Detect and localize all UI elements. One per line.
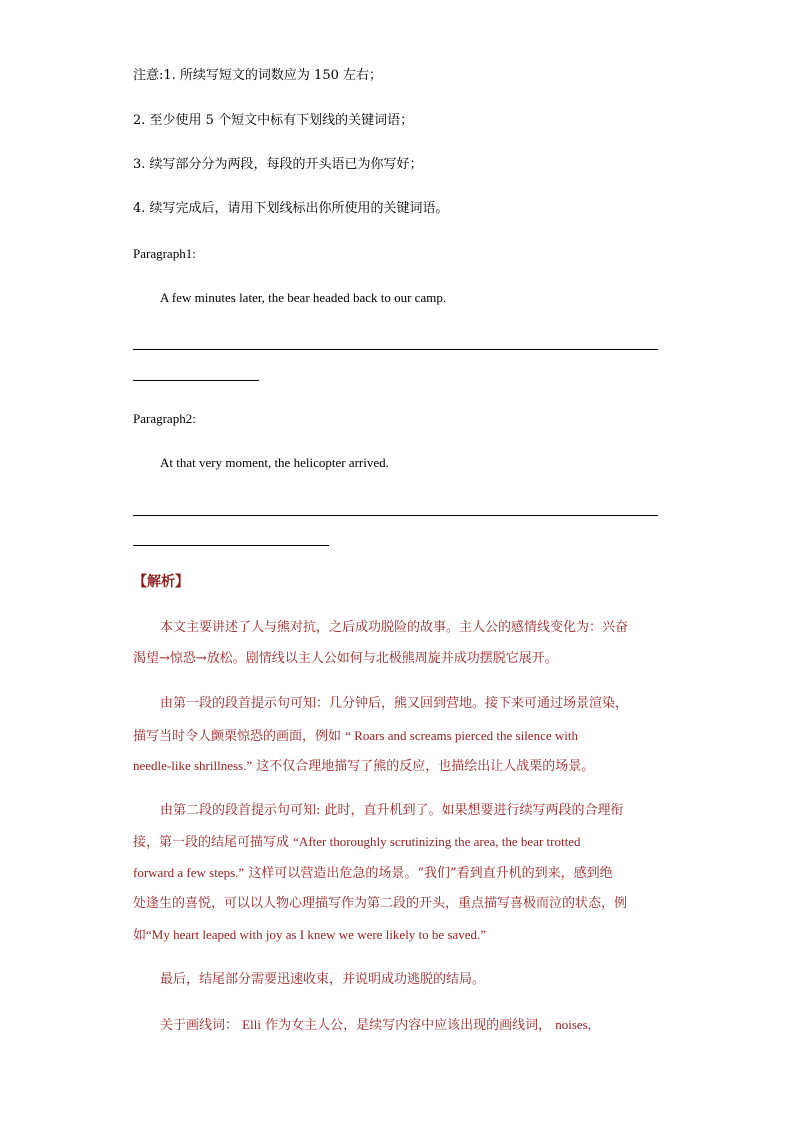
note-1: 注意:1. 所续写短文的词数应为 150 左右； [133, 68, 382, 83]
keyword-elli: Elli [242, 1017, 261, 1032]
paragraph-1-label: Paragraph1: [133, 246, 196, 261]
analysis-text: 这不仅合理地描写了熊的反应，也描绘出让人战栗的场景。 [256, 759, 595, 774]
quote-example: “ Roars and screams pierced the silence with [345, 728, 578, 743]
quote-example: forward a few steps.” [133, 865, 245, 880]
analysis-para-2-line-2 [133, 728, 578, 745]
writing-line [133, 349, 658, 350]
analysis-title: 【解析】 [133, 574, 189, 590]
analysis-para-3-line-3 [133, 865, 613, 882]
analysis-para-2-line-3 [133, 758, 594, 775]
writing-line [133, 515, 658, 516]
quote-example: needle-like shrillness.” [133, 758, 253, 773]
analysis-text: 描写当时令人颤栗惊恐的画面，例如 [133, 729, 342, 744]
analysis-para-4: 最后，结尾部分需要迅速收束，并说明成功逃脱的结局。 [160, 972, 486, 987]
analysis-text: 如 [133, 928, 147, 943]
note-4: 4. 续写完成后，请用下划线标出你所使用的关键词语。 [133, 201, 449, 216]
analysis-text: 这样可以营造出危急的场景。“我们”看到直升机的到来，感到绝 [248, 866, 613, 881]
analysis-para-3-line-4: 处逢生的喜悦，可以以人物心理描写作为第二段的开头，重点描写喜极而泣的状态，例 [133, 896, 628, 911]
analysis-para-1-line-1: 本文主要讲述了人与熊对抗，之后成功脱险的故事。主人公的感情线变化为：兴奋 [160, 620, 629, 635]
paragraph-2-label: Paragraph2: [133, 411, 196, 426]
analysis-text: 作为女主人公，是续写内容中应该出现的画线词， [265, 1018, 552, 1033]
quote-example: “After thoroughly scrutinizing the area, the bear trotted [293, 834, 581, 849]
analysis-para-3-line-2 [133, 834, 581, 851]
analysis-text: 关于画线词： [160, 1018, 239, 1033]
analysis-para-1-line-2: 渴望→惊恐→放松。剧情线以主人公如何与北极熊周旋并成功摆脱它展开。 [133, 651, 558, 666]
analysis-text: 接，第一段的结尾可描写成 [133, 835, 290, 850]
paragraph-1-opening: A few minutes later, the bear headed back to our camp. [160, 290, 447, 305]
quote-example: “My heart leaped with joy as I knew we were likely to be saved.” [146, 927, 487, 942]
analysis-para-3-line-1: 由第二段的段首提示句可知: 此时，直升机到了。如果想要进行续写两段的合理衔 [160, 803, 624, 818]
analysis-para-5-line-1 [160, 1017, 591, 1034]
keyword-noises: noises, [555, 1017, 591, 1032]
note-3: 3. 续写部分分为两段，每段的开头语已为你写好； [133, 157, 423, 172]
writing-line [133, 380, 259, 381]
writing-line [133, 545, 329, 546]
analysis-para-3-line-5 [133, 927, 486, 944]
note-2: 2. 至少使用 5 个短文中标有下划线的关键词语； [133, 113, 414, 128]
analysis-para-2-line-1: 由第一段的段首提示句可知：几分钟后，熊又回到营地。接下来可通过场景渲染， [160, 696, 629, 711]
paragraph-2-opening: At that very moment, the helicopter arrived. [160, 455, 389, 470]
